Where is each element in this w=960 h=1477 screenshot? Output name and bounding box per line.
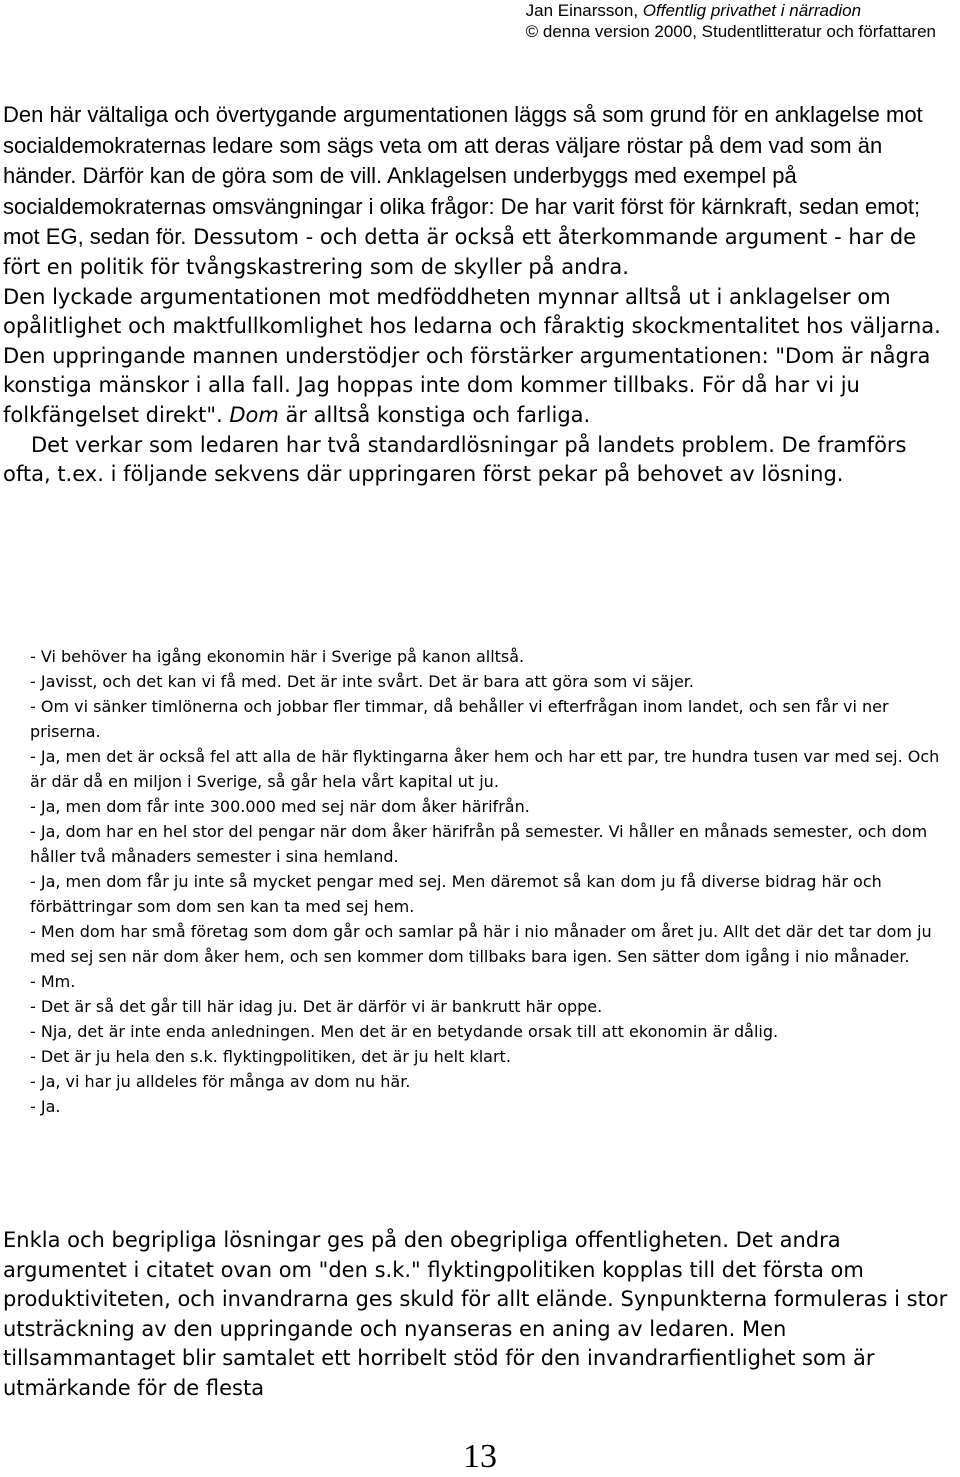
paragraph-1-part-c-end: är alltså konstiga och farliga. (278, 402, 591, 427)
paragraph-1-part-b: Dessutom - och detta är också ett återkommande argument - har de fört en politik för tvångskastrering som de skyller på andra. (3, 225, 917, 279)
running-header (526, 0, 936, 42)
dialogue-line: - Men dom har små företag som dom går och samlar på här i nio månader om året ju. Allt det där det tar dom ju med sej sen när dom åker hem, och sen kommer dom tillbaks bara igen. Sen sätter dom igång i nio månader. (30, 922, 932, 966)
dialogue-line: - Det är så det går till här idag ju. Det är därför vi är bankrutt här oppe. (30, 997, 603, 1016)
dialogue-line: - Ja. (30, 1097, 61, 1116)
dialogue-line: - Det är ju hela den s.k. flyktingpolitiken, det är ju helt klart. (30, 1047, 511, 1066)
header-copyright: © denna version 2000, Studentlitteratur och författaren (525, 22, 936, 41)
dialogue-line: - Vi behöver ha igång ekonomin här i Sverige på kanon alltså. (30, 647, 525, 666)
header-author-title (526, 0, 936, 21)
dialogue-line: - Ja, men det är också fel att alla de här flyktingarna åker hem och har ett par, tre hundra tusen var med sej. Och är där då en miljon i Sverige, så går hela vårt kapital ut ju. (30, 747, 940, 791)
dialogue-quote (30, 644, 950, 1119)
dialogue-line: - Ja, dom har en hel stor del pengar när dom åker härifrån på semester. Vi håller en månads semester, och dom håller två månaders semester i sina hemland. (30, 822, 928, 866)
dialogue-line: - Nja, det är inte enda anledningen. Men det är en betydande orsak till att ekonomin är dålig. (30, 1022, 779, 1041)
paragraph-1-part-d: Det verkar som ledaren har två standardlösningar på landets problem. De framförs ofta, t.ex. i följande sekvens där uppringaren först pekar på behovet av lösning. (3, 432, 907, 487)
dialogue-line: - Javisst, och det kan vi få med. Det är inte svårt. Det är bara att göra som vi säjer. (30, 672, 694, 691)
page-number: 13 (463, 1438, 497, 1475)
dialogue-line: - Ja, men dom får ju inte så mycket pengar med sej. Men däremot så kan dom ju få diverse bidrag här och förbättringar som dom sen kan ta med sej hem. (30, 872, 882, 916)
dialogue-line: - Ja, vi har ju alldeles för många av dom nu här. (30, 1072, 411, 1091)
paragraph-conclusion: Enkla och begripliga lösningar ges på den obegripliga offentligheten. Det andra argumentet i citatet ovan om "den s.k." flyktingpolitiken kopplas till det första om produktiviteten, och invandrarna ges skuld för allt elände. Synpunkterna formuleras i stor utsträckning av den uppringande och nyanseras en aning av ledaren. Men tillsammantaget blir samtalet ett horribelt stöd för den invandrarfientlighet som är utmärkande för de flesta (3, 1228, 948, 1400)
paragraph-argumentation (3, 100, 955, 490)
header-author: Jan Einarsson, (525, 1, 643, 20)
dialogue-line: - Mm. (30, 972, 76, 991)
dialogue-line: - Om vi sänker timlönerna och jobbar fler timmar, då behåller vi efterfrågan inom landet, och sen får vi ner priserna. (30, 697, 889, 741)
header-book-title: Offentlig privathet i närradion (642, 1, 862, 20)
dialogue-line: - Ja, men dom får inte 300.000 med sej när dom åker härifrån. (30, 797, 530, 816)
paragraph-1-part-c: Den lyckade argumentationen mot medföddheten mynnar alltså ut i anklagelser om opålitlighet och maktfullkomlighet hos ledarna och fåraktig skockmentalitet hos väljarna. Den uppringande mannen understödjer och förstärker argumentationen: "Dom är några konstiga mänskor i alla fall. Jag hoppas inte dom kommer tillbaks. För då har vi ju folkfängelset direkt". (3, 284, 941, 427)
paragraph-1-part-a: Den här vältaliga och övertygande argumentationen läggs så som grund för en anklagelse mot socialdemokraternas ledare som sägs veta om att deras väljare röstar på dem vad som än händer. Därför kan de göra som de vill. Anklagelsen underbyggs med exempel på socialdemokraternas omsvängningar i olika frågor: De har varit först för kärnkraft, sedan emot; mot EG, sedan för. (3, 102, 923, 250)
paragraph-1-italic-word: Dom (229, 402, 279, 427)
